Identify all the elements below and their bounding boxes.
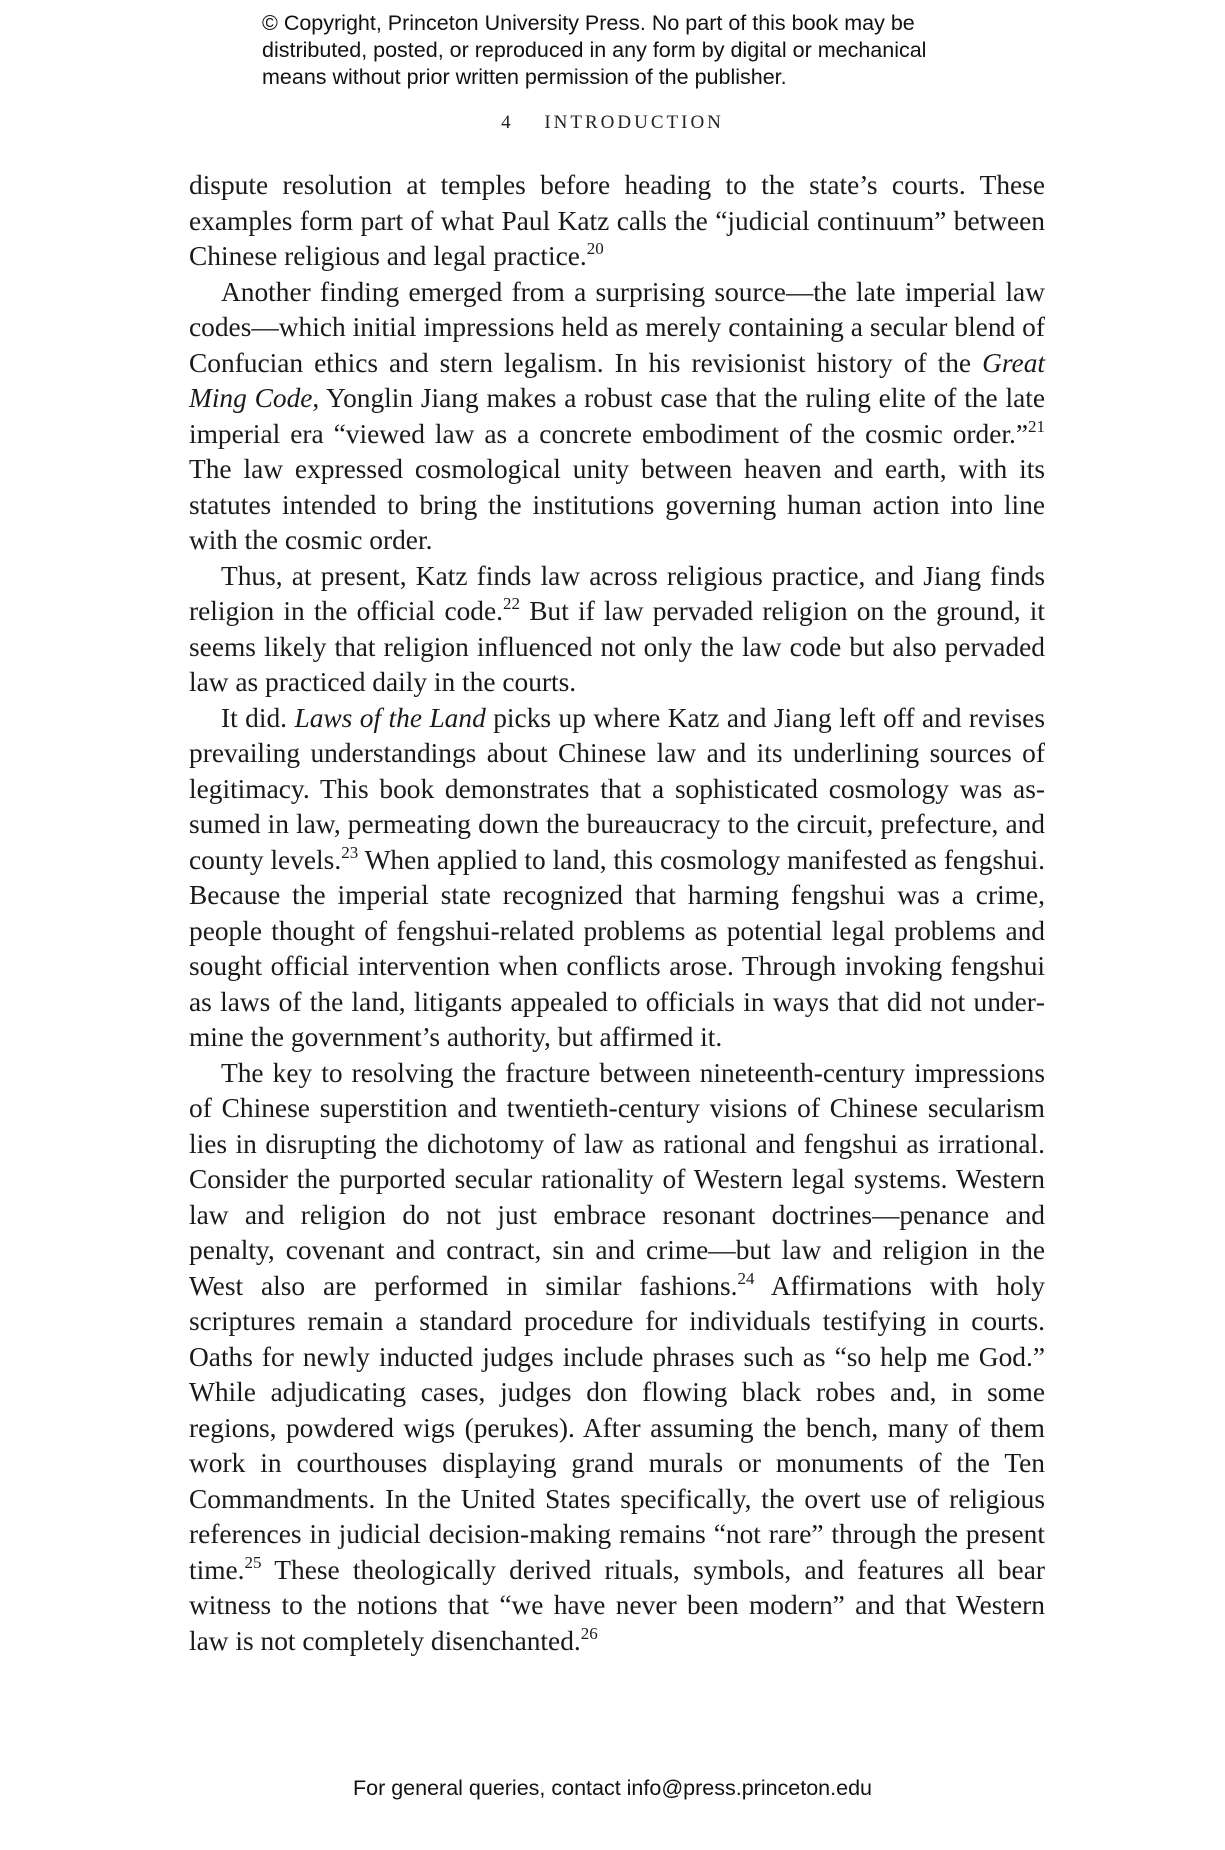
- paragraph-text: The key to resolving the fracture between nineteenth-century impressions of Chinese superstition and twentieth-century visions of Chinese secularism lies in disrupting the dichotomy of law as rational and fengshui as irrational. Consider the purported secular rationality of Western legal systems. Western law and religion do not just embrace resonant doctrines—penance and penalty, covenant and contract, sin and crime—but law and religion in the West also are performed in similar fashions.: [189, 1057, 1045, 1301]
- paragraph-text: Affirmations with holy scriptures remain a standard procedure for individuals testifying in courts. Oaths for newly inducted judges include phrases such as “so help me God.” While adjudicating cases, judges don flowing black robes and, in some regions, powdered wigs (perukes). After assuming the bench, many of them work in courthouses displaying grand murals or monuments of the Ten Commandments. In the United States specifically, the overt use of religious references in judicial decision-making remains “not rare” through the present time.: [189, 1270, 1045, 1585]
- footnote-ref-26: 26: [580, 1623, 598, 1643]
- footnote-ref-20: 20: [586, 239, 604, 258]
- copyright-line: means without prior written permission of the publisher.: [262, 65, 787, 89]
- footer-contact: For general queries, contact info@press.princeton.edu: [352, 1776, 872, 1800]
- paragraph-text: dispute resolution at temples before heading to the state’s courts. These examples form part of what Paul Katz calls the “judicial continuum” between Chinese religious and legal practice.: [189, 170, 1045, 271]
- book-title: Laws of the Land: [294, 702, 486, 733]
- paragraph-3: [189, 559, 1045, 701]
- paragraph-text: It did.: [221, 702, 295, 733]
- paragraph-2: [189, 275, 1045, 559]
- copyright-line: distributed, posted, or reproduced in any form by digital or mechanical: [262, 38, 927, 62]
- copyright-notice: [262, 10, 1022, 91]
- book-title: Great Ming Code: [189, 347, 1045, 413]
- paragraph-1: [189, 168, 1045, 275]
- paragraph-text: picks up where Katz and Jiang left off and revises prevailing understandings about Chinese law and its underlining sources of legitimacy. This book demonstrates that a sophisticated cosmology was assumed in law, permeating down the bureaucracy to the circuit, prefecture, and county levels.: [189, 702, 1045, 875]
- paragraph-text: , Yonglin Jiang makes a robust case that the ruling elite of the late imperial era “viewed law as a concrete embodiment of the cosmic order.”: [189, 383, 1045, 449]
- running-head: [0, 112, 1225, 134]
- paragraph-text: The law expressed cosmological unity between heaven and earth, with its statutes intended to bring the institutions governing human action into line with the cosmic order.: [189, 454, 1045, 555]
- page-number: 4: [501, 112, 511, 133]
- footnote-ref-25: 25: [244, 1552, 262, 1572]
- paragraph-5: [189, 1056, 1045, 1660]
- footnote-ref-23: 23: [341, 842, 359, 862]
- footnote-ref-22: 22: [503, 594, 521, 613]
- paragraph-text: When applied to land, this cosmology manifested as fengshui. Because the imperial state recognized that harming fengshui was a crime, people thought of fengshui-related problems as potential legal problems and sought official intervention when conflicts arose. Through invoking fengshui as laws of the land, litigants appealed to officials in ways that did not undermine the government’s authority, but affirmed it.: [189, 844, 1045, 1052]
- paragraph-text: Another finding emerged from a surprising source—the late imperial law codes—which initial impressions held as merely containing a secular blend of Confucian ethics and stern legalism. In his revisionist history of the: [189, 276, 1045, 378]
- chapter-title: INTRODUCTION: [544, 112, 724, 133]
- paragraph-text: These theologically derived rituals, symbols, and features all bear witness to the notions that “we have never been modern” and that Western law is not completely disenchanted.: [189, 1554, 1045, 1656]
- paragraph-text: Thus, at present, Katz finds law across religious practice, and Jiang finds religion in the official code.: [189, 560, 1045, 626]
- body-text: [189, 168, 1045, 1659]
- paragraph-4: [189, 701, 1045, 1056]
- paragraph-text: But if law pervaded religion on the ground, it seems likely that religion influenced not only the law code but also pervaded law as practiced daily in the courts.: [189, 596, 1045, 697]
- footnote-ref-24: 24: [737, 1268, 755, 1288]
- footnote-ref-21: 21: [1028, 416, 1045, 436]
- copyright-line: © Copyright, Princeton University Press. No part of this book may be: [262, 11, 915, 35]
